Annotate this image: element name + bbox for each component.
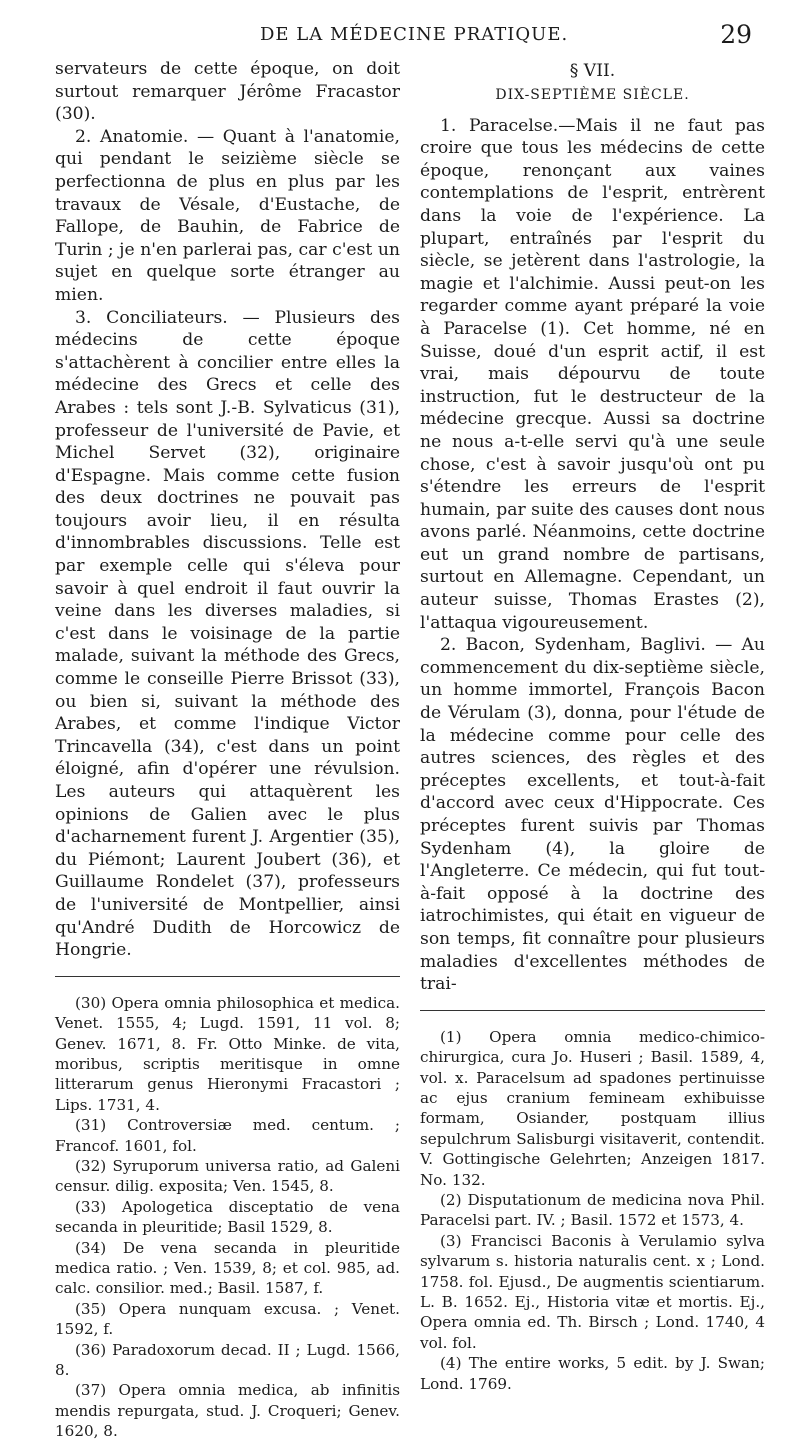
- left-column: [55, 58, 400, 1442]
- left-footnotes: [55, 993, 400, 1442]
- running-head: [60, 20, 760, 48]
- footnote: (3) Francisci Baconis à Verulamio sylva sylvarum s. historia naturalis cent. x ; Lond. 1758. fol. Ejusd., De augmentis scientiarum. L. B. 1652. Ej., Historia vitæ et mortis. Ej., Opera omnia ed. Th. Birsch ; Lond. 1740, 4 vol. fol.: [420, 1231, 765, 1352]
- left-body-text: [55, 58, 400, 962]
- left-paragraph: 2. Anatomie. — Quant à l'anatomie, qui pendant le seizième siècle se perfectionna de plus en plus par les travaux de Vésale, d'Eustache, de Fallope, de Bauhin, de Fabrice de Turin ; je n'en parlerai pas, car c'est un sujet en quelque sorte étranger au mien.: [55, 126, 400, 305]
- footnote: (2) Disputationum de medicina nova Phil. Paracelsi part. IV. ; Basil. 1572 et 1573, 4.: [420, 1191, 765, 1230]
- footnote: (30) Opera omnia philosophica et medica. Venet. 1555, 4; Lugd. 1591, 11 vol. 8; Genev. 1671, 8. Fr. Otto Minke. de vita, moribus, scriptis meritisque in omne litterarum genus Hieronymi Fracastori ; Lips. 1731, 4.: [55, 993, 400, 1114]
- footnote: (1) Opera omnia medico-chimico-chirurgica, cura Jo. Huseri ; Basil. 1589, 4, vol. x. Paracelsum ad spadones pertinuisse ac ejus cranium femineam exhibuisse formam, Osiander, postquam illius sepulchrum Salisburgi visitaverit, contendit. V. Gottingische Gelehrten; Anzeigen 1817. No. 132.: [420, 1027, 765, 1189]
- footnote: (35) Opera nunquam excusa. ; Venet. 1592, f.: [55, 1299, 400, 1339]
- footnote: (33) Apologetica disceptatio de vena secanda in pleuritide; Basil 1529, 8.: [55, 1197, 400, 1237]
- section-number: § VII.: [569, 61, 616, 81]
- footnote: (31) Controversiæ med. centum. ; Francof. 1601, fol.: [55, 1116, 400, 1155]
- page-number: 29: [720, 20, 752, 49]
- footnote-divider: [55, 976, 400, 977]
- left-paragraph: servateurs de cette époque, on doit surtout remarquer Jérôme Fracastor (30).: [55, 59, 400, 125]
- footnote: (34) De vena secanda in pleuritide medica ratio. ; Ven. 1539, 8; et col. 985, ad. calc. consilior. med.; Basil. 1587, f.: [55, 1238, 400, 1298]
- right-footnotes: [420, 1027, 765, 1394]
- right-paragraph: 2. Bacon, Sydenham, Baglivi. — Au commencement du dix-septième siècle, un homme immortel, François Bacon de Vérulam (3), donna, pour l'étude de la médecine comme pour celle des autres sciences, des règles et des préceptes excellents, et tout-à-fait d'accord avec ceux d'Hippocrate. Ces préceptes furent suivis par Thomas Sydenham (4), la gloire de l'Angleterre. Ce médecin, qui fut tout-à-fait opposé à la doctrine des iatrochimistes, qui était en vigueur de son temps, fit connaître pour plusieurs maladies d'excellentes méthodes de trai-: [420, 635, 765, 995]
- footnote: (4) The entire works, 5 edit. by J. Swan; Lond. 1769.: [420, 1354, 765, 1393]
- footnote: (32) Syruporum universa ratio, ad Galeni censur. dilig. exposita; Ven. 1545, 8.: [55, 1157, 400, 1196]
- left-paragraph: 3. Conciliateurs. — Plusieurs des médecins de cette époque s'attachèrent à concilier entre elles la médecine des Grecs et celle des Arabes : tels sont J.-B. Sylvaticus (31), professeur de l'université de Pavie, et Michel Servet (32), originaire d'Espagne. Mais comme cette fusion des deux doctrines ne pouvait pas toujours avoir lieu, il en résulta d'innombrables discussions. Telle est par exemple celle qui s'éleva pour savoir à quel endroit il faut ouvrir la veine dans les diverses maladies, si c'est dans le voisinage de la partie malade, suivant la méthode des Grecs, comme le conseille Pierre Brissot (33), ou bien si, suivant la méthode des Arabes, et comme l'indique Victor Trincavella (34), c'est dans un point éloigné, afin d'opérer une révulsion. Les auteurs qui attaquèrent les opinions de Galien avec le plus d'acharnement furent J. Argentier (35), du Piémont; Laurent Joubert (36), et Guillaume Rondelet (37), professeurs de l'université de Montpellier, ainsi qu'André Dudith de Horcowicz de Hongrie.: [55, 307, 400, 961]
- footnote-divider: [420, 1010, 765, 1011]
- footnote: (37) Opera omnia medica, ab infinitis mendis repurgata, stud. J. Croqueri; Genev. 1620, 8.: [55, 1381, 400, 1441]
- running-title: DE LA MÉDECINE PRATIQUE.: [260, 24, 569, 45]
- right-paragraph: 1. Paracelse.—Mais il ne faut pas croire que tous les médecins de cette époque, renonçant aux vaines contemplations de l'esprit, entrèrent dans la voie de l'expérience. La plupart, entraînés par l'esprit du siècle, se jetèrent dans l'astrologie, la magie et l'alchimie. Aussi peut-on les regarder comme ayant préparé la voie à Paracelse (1). Cet homme, né en Suisse, doué d'un esprit actif, il est vrai, mais dépourvu de toute instruction, fut le destructeur de la médecine grecque. Aussi sa doctrine ne nous a-t-elle servi qu'à une seule chose, c'est à savoir jusqu'où ont pu s'étendre les erreurs de l'esprit humain, par suite des causes dont nous avons parlé. Néanmoins, cette doctrine eut un grand nombre de partisans, surtout en Allemagne. Cependant, un auteur suisse, Thomas Erastes (2), l'attaqua vigoureusement.: [420, 115, 765, 633]
- right-body-text: [420, 60, 765, 996]
- section-title: DIX-SEPTIÈME SIÈCLE.: [495, 86, 690, 103]
- right-column: [420, 58, 765, 1394]
- footnote: (36) Paradoxorum decad. II ; Lugd. 1566, 8.: [55, 1340, 400, 1380]
